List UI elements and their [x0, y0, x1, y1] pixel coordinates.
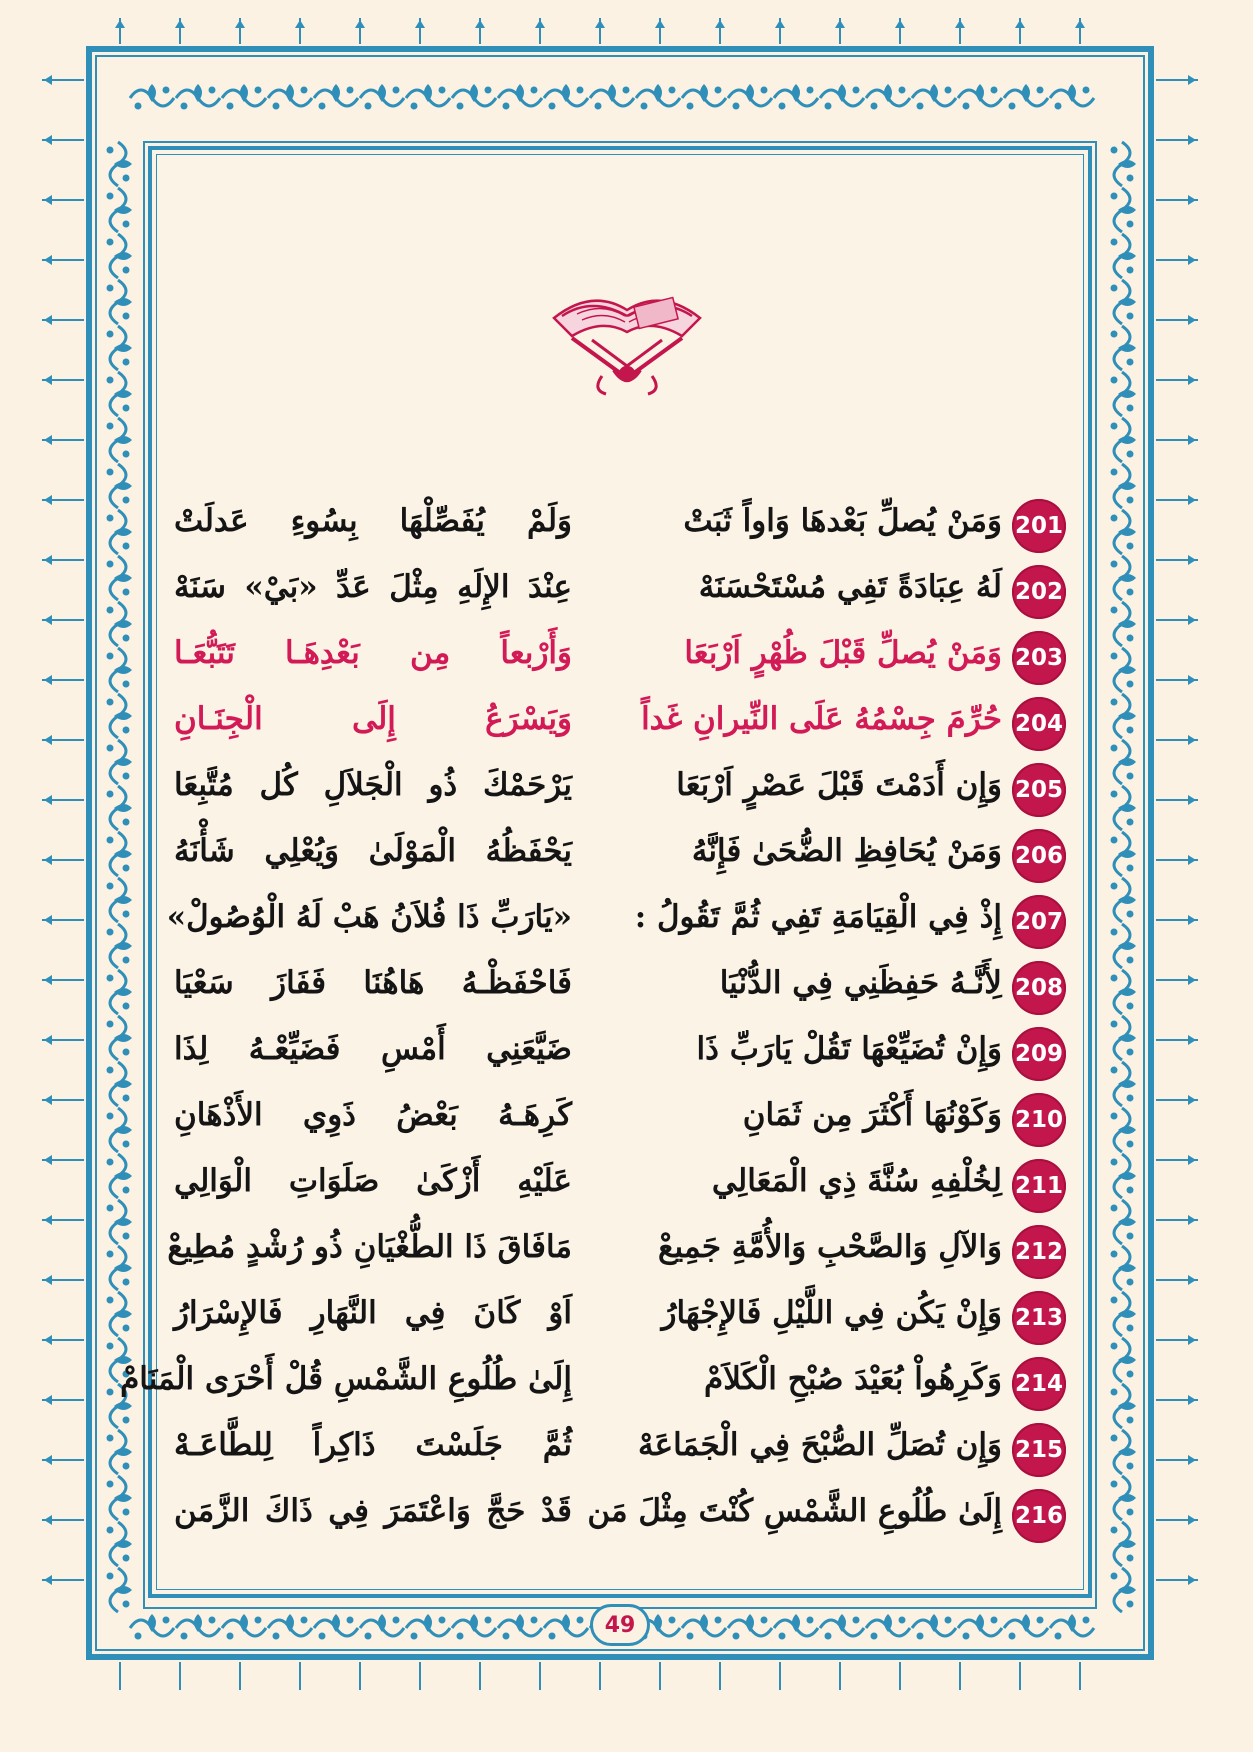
verse-row — [166, 625, 1066, 691]
verse-first-hemistich: لِخُلْفِهِ سُنَّةَ ذِي الْمَعَالِي — [711, 1163, 1002, 1199]
verse-row — [166, 1483, 1066, 1549]
verse-second-hemistich: وَلَمْ يُفَصِّلْهَا بِسُوءِ عَدلَتْ — [174, 503, 572, 539]
verse-row — [166, 1285, 1066, 1351]
page-number: 49 — [590, 1604, 650, 1646]
verse-row — [120, 1351, 1066, 1417]
verse-first-hemistich: وَمَنْ يُحَافِظِ الضُّحَىٰ فَإِنَّهُ — [691, 833, 1002, 869]
verse-row — [166, 889, 1066, 955]
verse-first-hemistich: وَكَرِهُواْ بُعَيْدَ صُبْحِ الْكَلاَمْ — [704, 1361, 1002, 1397]
verse-first-hemistich: وَمَنْ يُصلِّ قَبْلَ ظُهْرٍ اَرْبَعَا — [684, 635, 1002, 671]
verse-number-badge: 209 — [1012, 1027, 1066, 1081]
verse-second-hemistich: ضَيَّعَنِي أَمْسِ فَضَيِّعْـهُ لِذَا — [174, 1031, 572, 1067]
verse-first-hemistich: وَكَوْنُهَا أَكْثَرَ مِن ثَمَانِ — [742, 1097, 1002, 1133]
verse-first-hemistich: إِلَىٰ طُلُوعِ الشَّمْسِ كُنْتَ مِثْلَ مَن — [587, 1493, 1002, 1529]
verse-number-badge: 212 — [1012, 1225, 1066, 1279]
verse-second-hemistich: اَوْ كَانَ فِي النَّهَارِ فَالإِسْرَارُ — [174, 1295, 572, 1331]
verse-number-badge: 215 — [1012, 1423, 1066, 1477]
verse-second-hemistich: «يَارَبِّ ذَا فُلاَنُ هَبْ لَهُ الْوُصُولْ» — [166, 899, 572, 935]
verse-number-badge: 213 — [1012, 1291, 1066, 1345]
verse-second-hemistich: وَيَسْرَعُ إِلَى الْجِنَـانِ — [174, 701, 572, 737]
verse-number-badge: 205 — [1012, 763, 1066, 817]
verse-row — [166, 691, 1066, 757]
verse-first-hemistich: وَإِن تُصَلِّ الصُّبْحَ فِي الْجَمَاعَهْ — [637, 1427, 1002, 1463]
verse-number-badge: 201 — [1012, 499, 1066, 553]
verse-first-hemistich: وَإِن أَدَمْتَ قَبْلَ عَصْرٍ اَرْبَعَا — [676, 767, 1002, 803]
verse-row — [166, 1087, 1066, 1153]
verse-second-hemistich: وَأَرْبعاً مِن بَعْدِهَـا تَتَبُّعَـا — [174, 635, 572, 671]
verse-number-badge: 208 — [1012, 961, 1066, 1015]
verse-row — [166, 1219, 1066, 1285]
verse-first-hemistich: وَمَنْ يُصلِّ بَعْدهَا وَاواً ثَبَتْ — [683, 503, 1002, 539]
verse-row — [166, 955, 1066, 1021]
verse-number-badge: 206 — [1012, 829, 1066, 883]
verse-second-hemistich: كَرِهَـهُ بَعْضُ ذَوِي الأَذْهَانِ — [174, 1097, 572, 1133]
verse-row — [166, 493, 1066, 559]
verse-first-hemistich: لِأَنَّـهُ حَفِظَنِي فِي الدُّنْيَا — [719, 965, 1002, 1001]
verse-number-badge: 214 — [1012, 1357, 1066, 1411]
verse-number-badge: 216 — [1012, 1489, 1066, 1543]
verse-first-hemistich: وَإِنْ يَكُن فِي اللَّيْلِ فَالإِجْهَارُ — [661, 1295, 1002, 1331]
verse-second-hemistich: عِنْدَ الإِلَهِ مِثْلَ عَدِّ «بَيْ» سَنَهْ — [174, 569, 572, 605]
verse-second-hemistich: يَرْحَمْكَ ذُو الْجَلاَلِ كُل مُتَّبِعَا — [174, 767, 572, 803]
verse-second-hemistich: قَدْ حَجَّ وَاعْتَمَرَ فِي ذَاكَ الزَّمَن — [174, 1493, 572, 1529]
verse-number-badge: 207 — [1012, 895, 1066, 949]
verse-row — [166, 1021, 1066, 1087]
verse-second-hemistich: إِلَىٰ طُلُوعِ الشَّمْسِ قُلْ أَحْرَى الْمَنَامْ — [120, 1361, 572, 1397]
verse-row — [166, 1417, 1066, 1483]
verse-second-hemistich: مَافَاقَ ذَا الطُّغْيَانِ ذُو رُشْدٍ مُطِيعْ — [167, 1229, 572, 1265]
verse-second-hemistich: فَاحْفَظْـهُ هَاهُنَا فَفَازَ سَعْيَا — [174, 965, 572, 1001]
verse-number-badge: 211 — [1012, 1159, 1066, 1213]
verse-second-hemistich: ثُمَّ جَلَسْتَ ذَاكِراً لِلطَّاعَـهْ — [174, 1427, 572, 1463]
verse-number-badge: 202 — [1012, 565, 1066, 619]
verse-second-hemistich: يَحْفَظُهُ الْمَوْلَىٰ وَيُعْلِي شَأْنَهُ — [174, 833, 572, 869]
verse-list — [120, 493, 1066, 1549]
verse-number-badge: 210 — [1012, 1093, 1066, 1147]
verse-first-hemistich: وَالآلِ وَالصَّحْبِ وَالأُمَّةِ جَمِيعْ — [658, 1229, 1002, 1265]
verse-second-hemistich: عَلَيْهِ أَزْكَىٰ صَلَوَاتِ الْوَالِي — [174, 1163, 572, 1199]
verse-row — [166, 823, 1066, 889]
verse-first-hemistich: وَإِنْ تُضَيِّعْهَا تَقُلْ يَارَبِّ ذَا — [696, 1031, 1002, 1067]
verse-first-hemistich: إِذْ فِي الْقِيَامَةِ تَفِي ثُمَّ تَقُولُ : — [634, 899, 1002, 935]
verse-first-hemistich: حُرِّمَ جِسْمُهُ عَلَى النِّيرانِ غَداً — [641, 701, 1002, 737]
verse-row — [166, 1153, 1066, 1219]
quran-on-stand-icon — [532, 258, 722, 398]
verse-first-hemistich: لَهُ عِبَادَةً تَفِي مُسْتَحْسَنَهْ — [698, 569, 1002, 605]
verse-row — [166, 757, 1066, 823]
verse-number-badge: 204 — [1012, 697, 1066, 751]
verse-number-badge: 203 — [1012, 631, 1066, 685]
verse-row — [166, 559, 1066, 625]
